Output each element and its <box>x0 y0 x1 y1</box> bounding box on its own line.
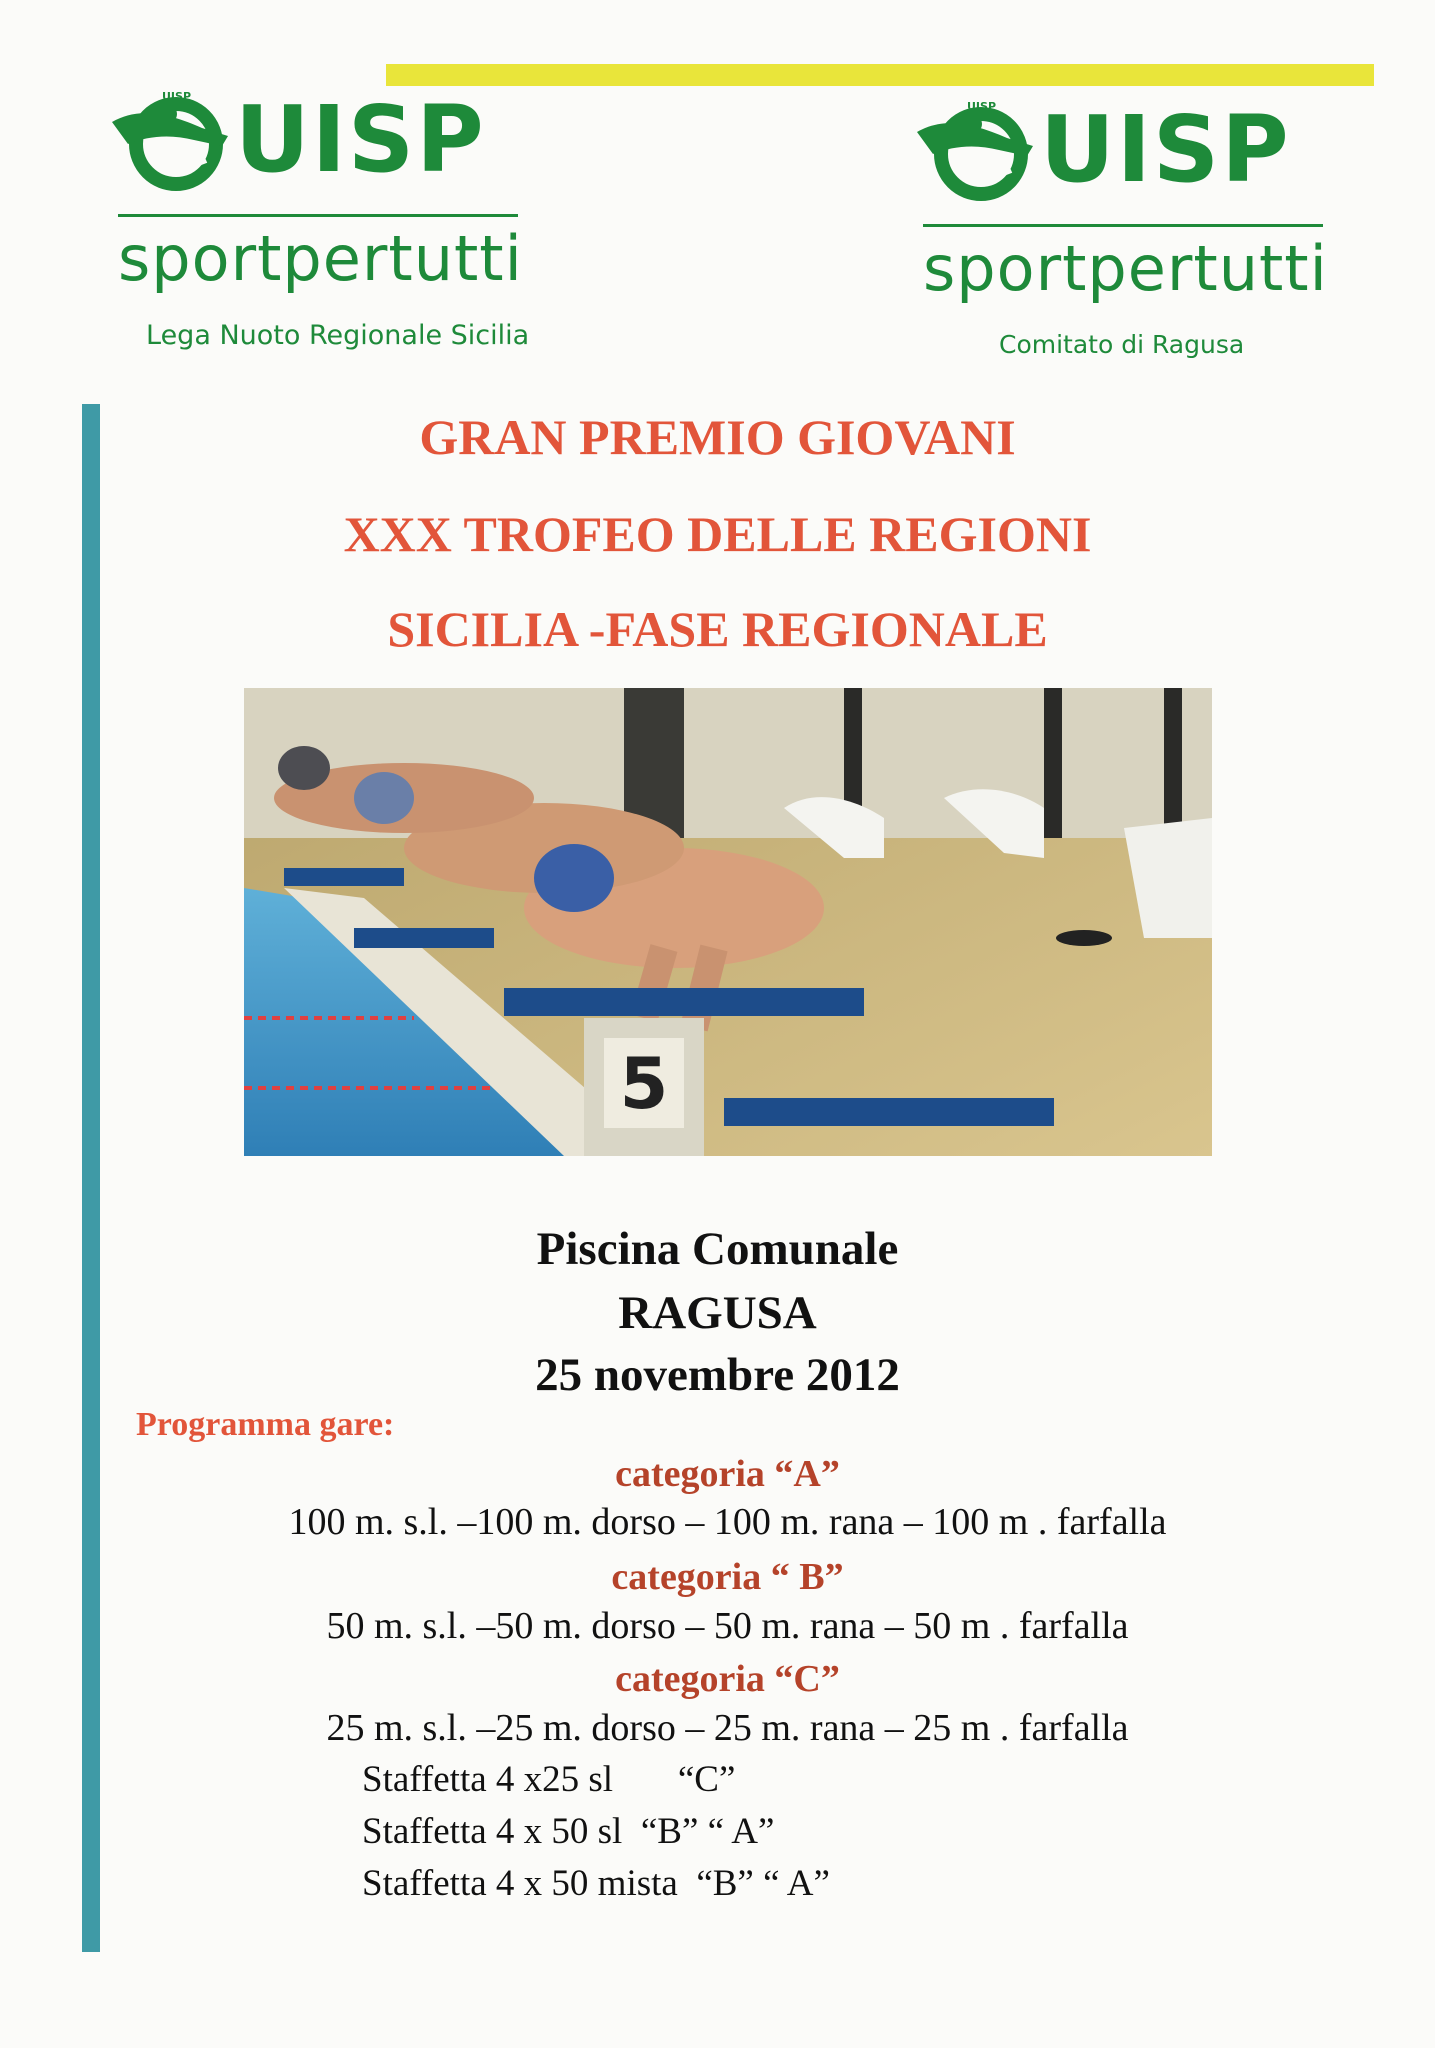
svg-text:UISP: UISP <box>162 90 192 103</box>
title-line-2: XXX TROFEO DELLE REGIONI <box>343 506 1092 562</box>
venue-city: RAGUSA <box>618 1287 817 1339</box>
category-a-heading: categoria “A” <box>615 1453 840 1495</box>
title-line-1: GRAN PREMIO GIOVANI <box>419 409 1016 465</box>
category-b-heading: categoria “ B” <box>611 1556 844 1598</box>
program-label: Programma gare: <box>136 1406 395 1443</box>
starting-block-number: 5 <box>619 1043 669 1125</box>
category-a-events: 100 m. s.l. –100 m. dorso – 100 m. rana – 100 m . farfalla <box>288 1501 1167 1543</box>
svg-text:UISP: UISP <box>967 100 997 113</box>
logo-subtitle: Lega Nuoto Regionale Sicilia <box>146 320 530 351</box>
relay-line-2: Staffetta 4 x 50 sl “B” “ A” <box>362 1811 775 1852</box>
logo-divider <box>923 224 1323 227</box>
logo-divider <box>118 214 518 217</box>
brand-name: UISP <box>235 86 486 193</box>
logo-subtitle: Comitato di Ragusa <box>999 330 1245 359</box>
brand-name: UISP <box>1040 96 1291 203</box>
tagline: sportpertutti <box>923 232 1328 305</box>
venue-name: Piscina Comunale <box>536 1223 899 1275</box>
category-c-heading: categoria “C” <box>615 1658 840 1700</box>
swimmer-emblem-icon <box>915 94 1040 214</box>
uisp-logo-right <box>915 94 1335 384</box>
swimmer-emblem-icon <box>110 84 235 204</box>
category-c-events: 25 m. s.l. –25 m. dorso – 25 m. rana – 25 m . farfalla <box>326 1707 1129 1749</box>
category-b-events: 50 m. s.l. –50 m. dorso – 50 m. rana – 50 m . farfalla <box>326 1605 1129 1647</box>
tagline: sportpertutti <box>118 222 523 295</box>
relay-line-3: Staffetta 4 x 50 mista “B” “ A” <box>362 1863 830 1904</box>
title-line-3: SICILIA -FASE REGIONALE <box>387 601 1048 657</box>
uisp-logo-left <box>110 84 530 374</box>
event-date: 25 novembre 2012 <box>535 1349 900 1401</box>
yellow-accent-bar <box>386 64 1374 86</box>
swimmers-photo <box>244 688 1212 1156</box>
relay-line-1: Staffetta 4 x25 sl “C” <box>362 1759 736 1800</box>
